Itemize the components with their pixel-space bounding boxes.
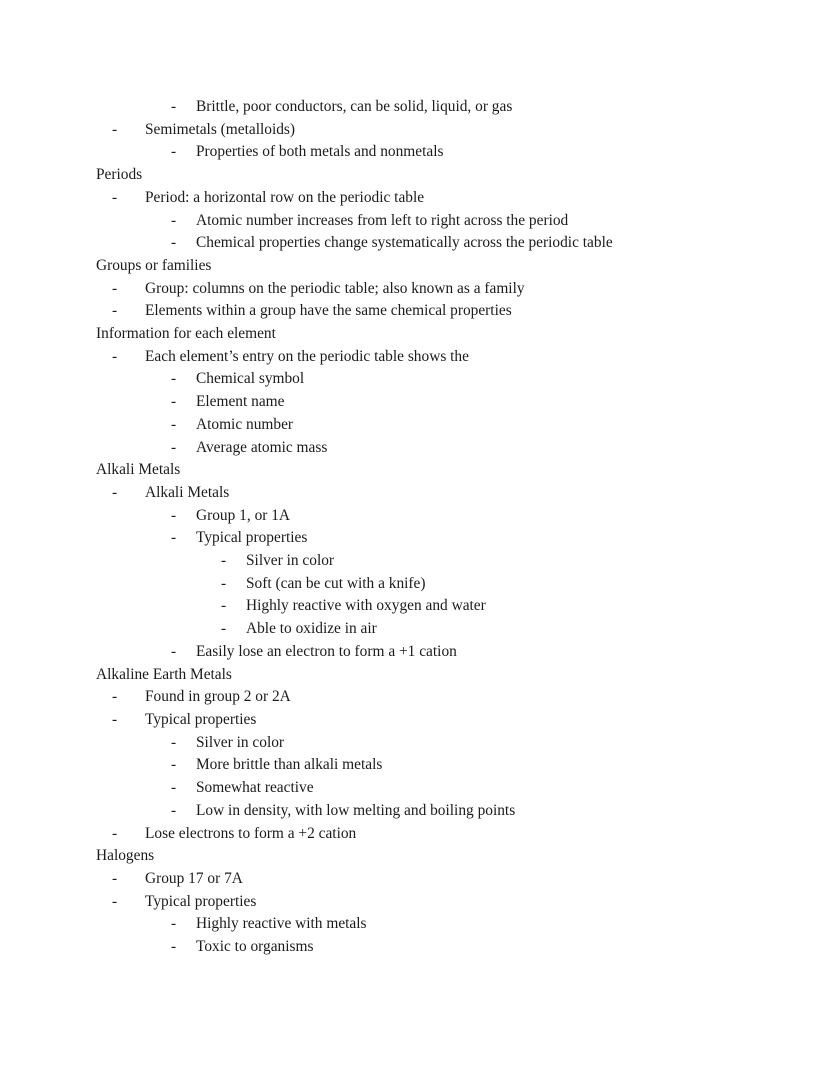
- outline-bullet-item: [171, 936, 756, 959]
- outline-item-label: Brittle, poor conductors, can be solid, liquid, or gas: [196, 98, 513, 115]
- outline-item-label: Chemical symbol: [196, 370, 305, 388]
- bullet-dash-icon: -: [112, 824, 118, 842]
- outline-bullet-item: [171, 232, 756, 255]
- outline-heading: [96, 255, 756, 278]
- outline-bullet-item: [221, 550, 756, 573]
- outline-item-label: Atomic number: [196, 415, 294, 433]
- bullet-dash-icon: -: [112, 869, 118, 887]
- outline-item-label: Soft (can be cut with a knife): [246, 574, 426, 592]
- bullet-dash-icon: -: [171, 438, 177, 456]
- outline-bullet-item: [171, 777, 756, 800]
- bullet-dash-icon: -: [171, 915, 177, 933]
- bullet-dash-icon: -: [112, 279, 118, 297]
- outline-heading-label: Information for each element: [96, 325, 276, 343]
- bullet-dash-icon: -: [221, 620, 227, 638]
- outline-item-label: Elements within a group have the same chemical properties: [145, 302, 512, 320]
- outline-bullet-item: [112, 119, 756, 142]
- outline-bullet-item: [171, 800, 756, 823]
- outline-item-label: Silver in color: [196, 733, 285, 751]
- outline-bullet-item: [112, 346, 756, 369]
- outline-item-label: Each element’s entry on the periodic table shows the: [145, 347, 469, 365]
- outline-bullet-item: [171, 754, 756, 777]
- outline-bullet-item: [221, 595, 756, 618]
- outline-bullet-item: [112, 187, 756, 210]
- outline-bullet-item: [171, 210, 756, 233]
- outline-item-label: Lose electrons to form a +2 cation: [145, 824, 357, 842]
- bullet-dash-icon: -: [171, 642, 177, 660]
- bullet-dash-icon: -: [171, 506, 177, 524]
- outline-bullet-item: [112, 482, 756, 505]
- bullet-dash-icon: -: [112, 188, 118, 206]
- outline-item-label: Typical properties: [196, 529, 308, 547]
- outline-heading-label: Groups or families: [96, 256, 212, 274]
- outline-item-label: Semimetals (metalloids): [145, 120, 296, 138]
- outline-bullet-item: [112, 686, 756, 709]
- bullet-dash-icon: -: [221, 574, 227, 592]
- outline-bullet-item: [171, 368, 756, 391]
- outline-bullet-item: [171, 505, 756, 528]
- outline-heading-label: Alkali Metals: [96, 461, 181, 479]
- outline-item-label: Atomic number increases from left to right across the period: [196, 211, 569, 229]
- outline-item-label: Silver in color: [246, 552, 335, 570]
- outline-bullet-item: [171, 913, 756, 936]
- outline-bullet-item: [171, 437, 756, 460]
- outline-bullet-item: [112, 278, 756, 301]
- outline-item-label: Found in group 2 or 2A: [145, 688, 291, 706]
- outline-item-label: Somewhat reactive: [196, 779, 314, 797]
- outline-item-label: Properties of both metals and nonmetals: [196, 143, 444, 161]
- outline-item-label: Typical properties: [145, 710, 257, 728]
- outline-heading: [96, 845, 756, 868]
- outline-item-label: Toxic to organisms: [196, 938, 314, 956]
- outline-item-label: Chemical properties change systematically across the periodic table: [196, 234, 613, 252]
- outline-item-label: Typical properties: [145, 892, 257, 910]
- outline-item-label: Easily lose an electron to form a +1 cation: [196, 642, 457, 660]
- outline-heading-label: Periods: [96, 166, 143, 184]
- outline-bullet-item: [112, 823, 756, 846]
- bullet-dash-icon: -: [171, 779, 177, 797]
- outline-heading: [96, 459, 756, 482]
- outline-bullet-item: [112, 709, 756, 732]
- bullet-dash-icon: -: [171, 393, 177, 411]
- outline-heading: [96, 323, 756, 346]
- outline-item-label: More brittle than alkali metals: [196, 756, 383, 774]
- outline-bullet-item: [171, 141, 756, 164]
- bullet-dash-icon: -: [171, 370, 177, 388]
- outline-item-label: Element name: [196, 393, 285, 411]
- outline-heading: [96, 164, 756, 187]
- outline-bullet-item: [221, 618, 756, 641]
- outline-bullet-item: [221, 573, 756, 596]
- outline-item-label: Low in density, with low melting and boiling points: [196, 801, 516, 819]
- bullet-dash-icon: -: [112, 710, 118, 728]
- bullet-dash-icon: -: [112, 892, 118, 910]
- outline-item-label: Highly reactive with metals: [196, 915, 367, 933]
- outline-item-label: Group 17 or 7A: [145, 869, 243, 887]
- outline-item-label: Average atomic mass: [196, 438, 328, 456]
- bullet-dash-icon: -: [112, 347, 118, 365]
- outline-heading-label: Alkaline Earth Metals: [96, 665, 232, 683]
- bullet-dash-icon: -: [112, 483, 118, 501]
- outline-bullet-item: [171, 414, 756, 437]
- bullet-dash-icon: -: [171, 938, 177, 956]
- bullet-dash-icon: -: [171, 529, 177, 547]
- bullet-dash-icon: -: [171, 98, 177, 115]
- outline-item-label: Period: a horizontal row on the periodic table: [145, 188, 425, 206]
- bullet-dash-icon: -: [221, 597, 227, 615]
- outline-bullet-item: [171, 527, 756, 550]
- bullet-dash-icon: -: [112, 120, 118, 138]
- outline-item-label: Highly reactive with oxygen and water: [246, 597, 486, 615]
- outline-item-label: Alkali Metals: [145, 483, 230, 501]
- bullet-dash-icon: -: [171, 756, 177, 774]
- bullet-dash-icon: -: [112, 302, 118, 320]
- bullet-dash-icon: -: [171, 733, 177, 751]
- bullet-dash-icon: -: [171, 143, 177, 161]
- bullet-dash-icon: -: [221, 552, 227, 570]
- outline-bullet-item: [112, 868, 756, 891]
- outline-bullet-item: [112, 300, 756, 323]
- bullet-dash-icon: -: [171, 415, 177, 433]
- outline-item-label: Group: columns on the periodic table; also known as a family: [145, 279, 525, 297]
- outline-list: [96, 96, 756, 959]
- bullet-dash-icon: -: [112, 688, 118, 706]
- outline-bullet-item: [171, 732, 756, 755]
- outline-item-label: Group 1, or 1A: [196, 506, 291, 524]
- outline-bullet-item: [112, 891, 756, 914]
- bullet-dash-icon: -: [171, 234, 177, 252]
- outline-bullet-item: [171, 391, 756, 414]
- outline-heading-label: Halogens: [96, 847, 155, 865]
- outline-heading: [96, 664, 756, 687]
- outline-item-label: Able to oxidize in air: [246, 620, 377, 638]
- outline-bullet-item: [171, 96, 756, 119]
- bullet-dash-icon: -: [171, 211, 177, 229]
- bullet-dash-icon: -: [171, 801, 177, 819]
- outline-bullet-item: [171, 641, 756, 664]
